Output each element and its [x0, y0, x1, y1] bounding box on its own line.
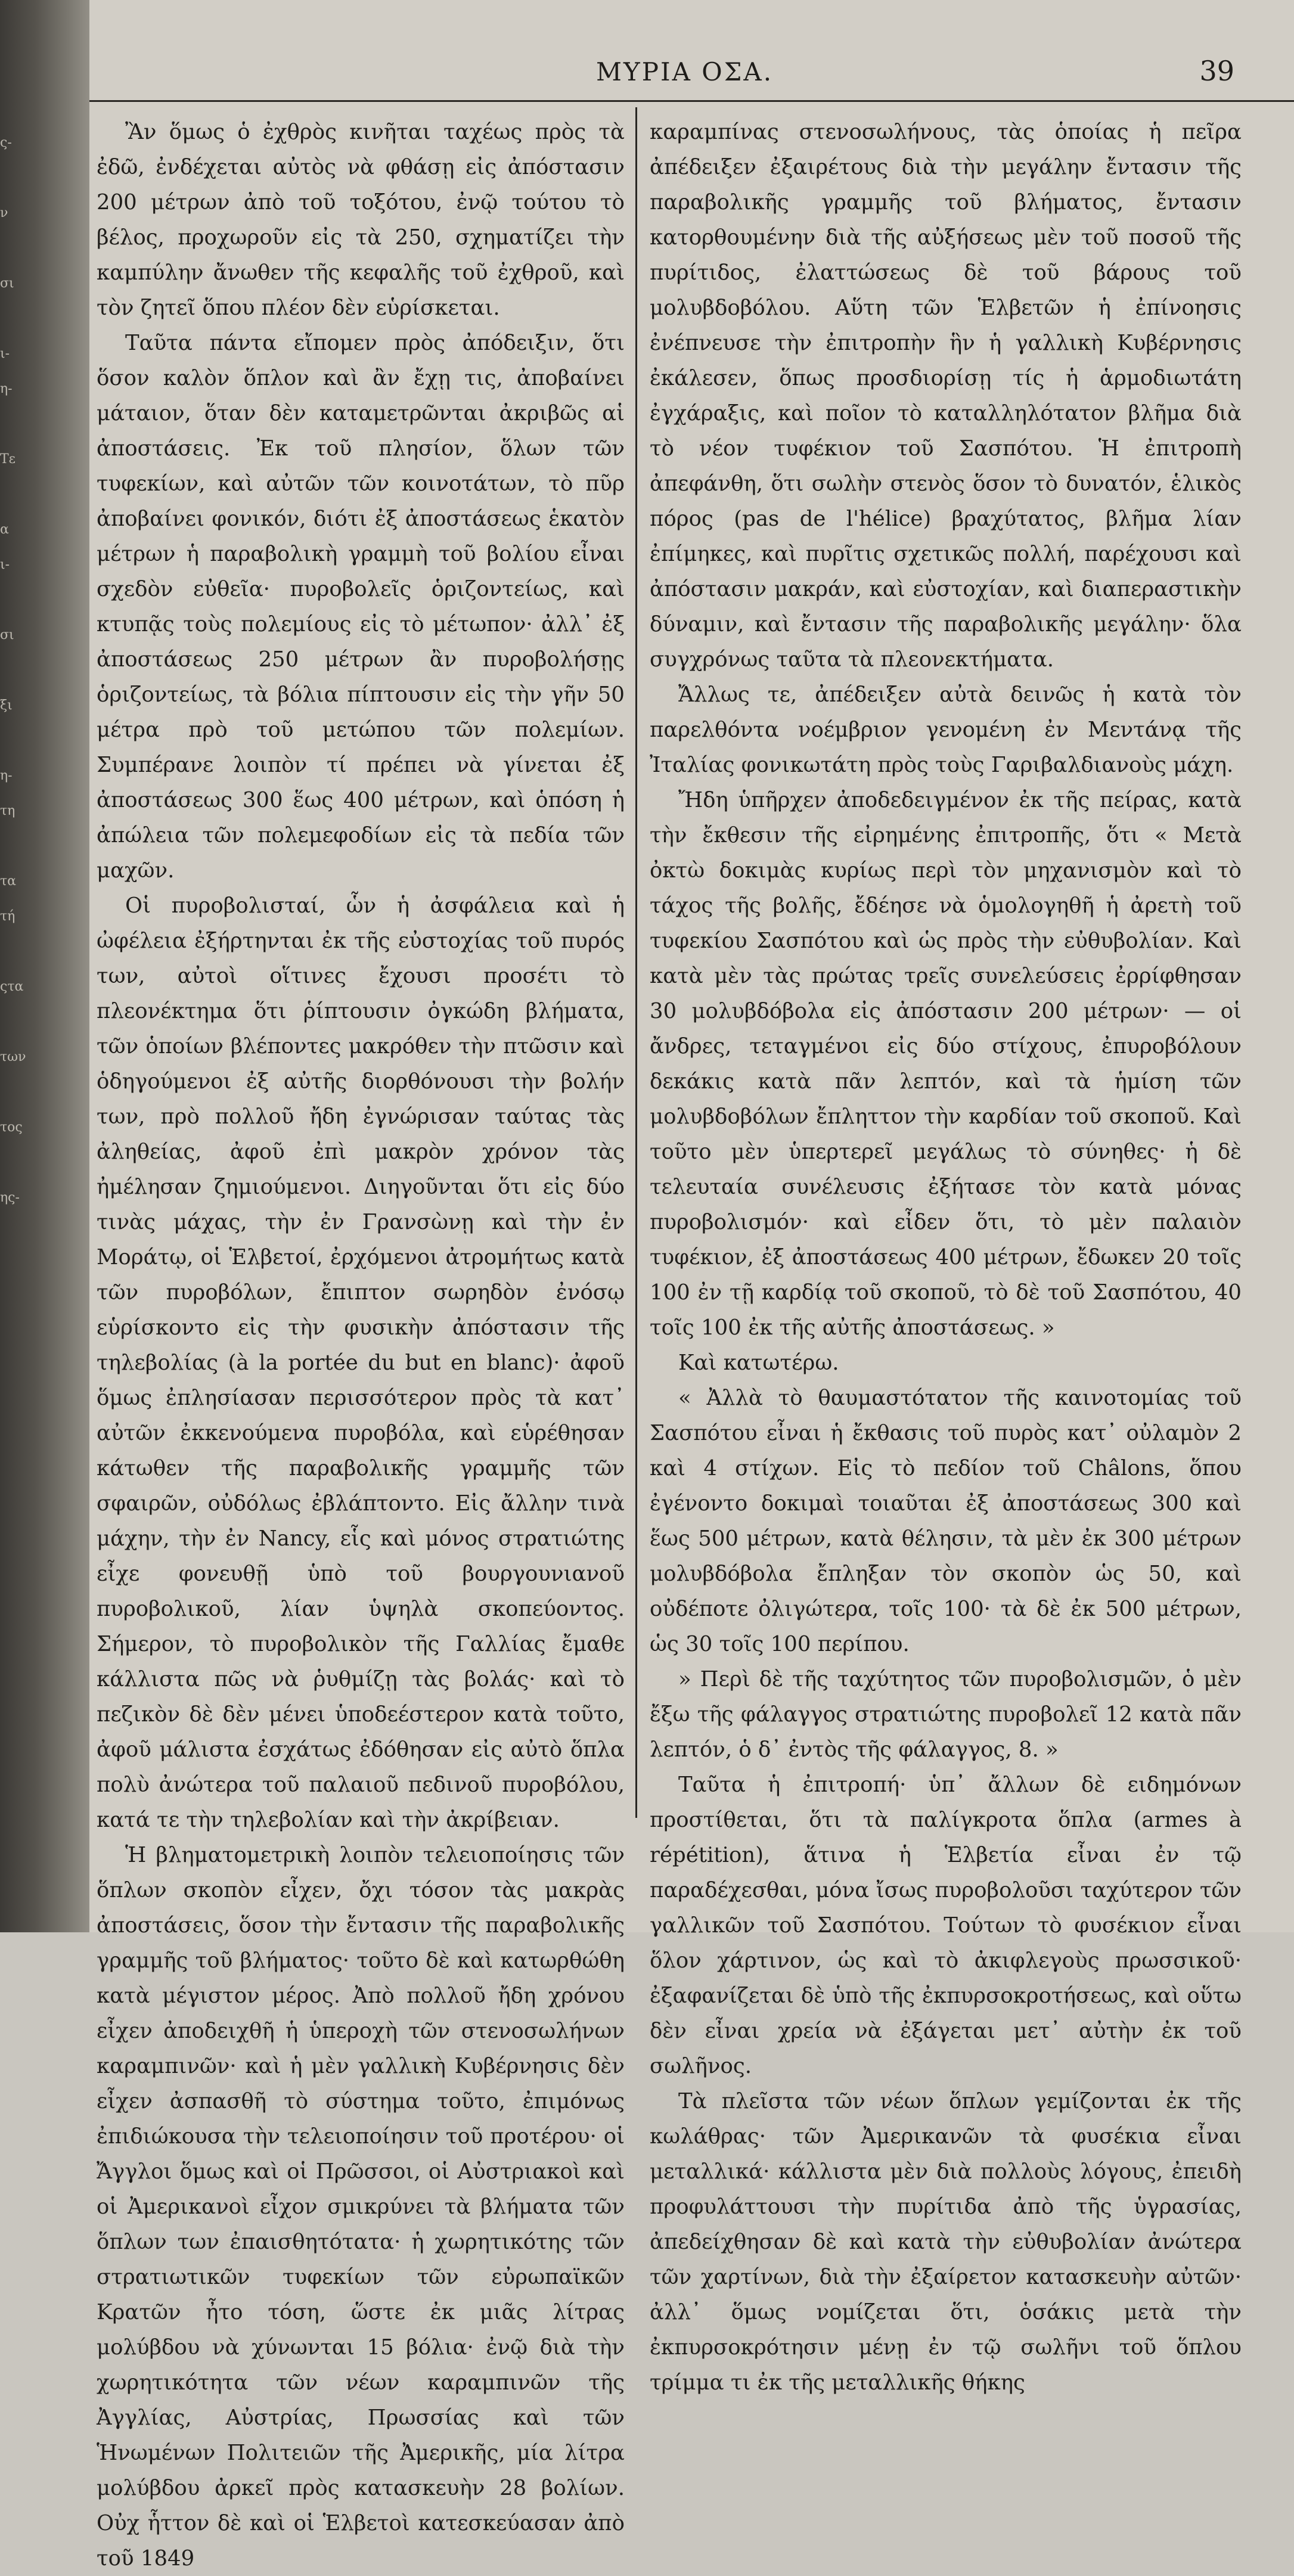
paragraph: Ἤδη ὑπῆρχεν ἀποδεδειγμένον ἐκ τῆς πείρας, κατὰ τὴν ἔκθεσιν τῆς εἰρημένης ἐπιτροπῆς, ὅτι « Μετὰ ὀκτὼ δοκιμὰς κυρίως περὶ τὸν μηχανισμὸν καὶ τὸ τάχος τῆς βολῆς, ἔδέησε νὰ ὁμολογηθῆ ἡ ἀρετὴ τοῦ τυφεκίου Σασπότου καὶ ὡς πρὸς τὴν εὐθυβολίαν. Καὶ κατὰ μὲν τὰς πρώτας τρεῖς συνελεύσεις ἐρρίφθησαν 30 μολυβδόβολα εἰς ἀπόστασιν 200 μέτρων· — οἱ ἄνδρες, τεταγμένοι εἰς δύο στίχους, ἐπυροβόλουν δεκάκις κατὰ πᾶν λεπτόν, καὶ τὰ ἡμίση τῶν μολυβδοβόλων ἔπληττον τὴν καρδίαν τοῦ σκοποῦ. Καὶ τοῦτο μὲν ὑπερτερεῖ μεγάλως τὸ σύνηθες· ἡ δὲ τελευταία συνέλευσις ἐξήτασε τὸν κατὰ μόνας πυροβολισμόν· καὶ εἶδεν ὅτι, τὸ μὲν παλαιὸν τυφέκιον, ἐξ ἀποστάσεως 400 μέτρων, ἔδωκεν 20 τοῖς 100 ἐν τῇ καρδίᾳ τοῦ σκοποῦ, τὸ δὲ τοῦ Σασπότου, 40 τοῖς 100 ἐκ τῆς αὐτῆς ἀποστάσεως. »: [650, 788, 1242, 1340]
paragraph: καραμπίνας στενοσωλήνους, τὰς ὁποίας ἡ πεῖρα ἀπέδειξεν ἐξαιρέτους διὰ τὴν μεγάλην ἔντασιν τῆς παραβολικῆς γραμμῆς τοῦ βλήματος, ἔντασιν κατορθουμένην διὰ τῆς αὐξήσεως μὲν τοῦ ποσοῦ τῆς πυρίτιδος, ἐλαττώσεως δὲ τοῦ βάρους τοῦ μολυβδοβόλου. Αὕτη τῶν Ἑλβετῶν ἡ ἐπίνοησις ἐνέπνευσε τὴν ἐπιτροπὴν ἣν ἡ γαλλικὴ Κυβέρνησις ἐκάλεσεν, ὅπως προσδιορίσῃ τίς ἡ ἁρμοδιωτάτη ἐγχάραξις, καὶ ποῖον τὸ καταλληλότατον βλῆμα διὰ τὸ νέον τυφέκιον τοῦ Σασπότου. Ἡ ἐπιτροπὴ ἀπεφάνθη, ὅτι σωλὴν στενὸς ὅσον τὸ δυνατόν, ἑλικὸς πόρος (pas de l'hélice) βραχύτατος, βλῆμα λίαν ἐπίμηκες, καὶ πυρῖτις σχετικῶς πολλή, παρέχουσι καὶ ἀπόστασιν μακράν, καὶ εὐστοχίαν, καὶ διαπεραστικὴν δύναμιν, καὶ ἔντασιν τῆς παραβολικῆς μεγάλην· ὅλα συγχρόνως ταῦτα τὰ πλεονεκτήματα.: [650, 120, 1242, 672]
paragraph: » Περὶ δὲ τῆς ταχύτητος τῶν πυροβολισμῶν, ὁ μὲν ἔξω τῆς φάλαγγος στρατιώτης πυροβολεῖ 12 κατὰ πᾶν λεπτόν, ὁ δ᾽ ἐντὸς τῆς φάλαγγος, 8. »: [650, 1667, 1242, 1762]
paragraph: Ἂν ὅμως ὁ ἐχθρὸς κινῆται ταχέως πρὸς τὰ ἐδῶ, ἐνδέχεται αὐτὸς νὰ φθάσῃ εἰς ἀπόστασιν 200 μέτρων ἀπὸ τοῦ τοξότου, ἐνῷ τούτου τὸ βέλος, προχωροῦν εἰς τὰ 250, σχηματίζει τὴν καμπύλην ἄνωθεν τῆς κεφαλῆς τοῦ ἐχθροῦ, καὶ τὸν ζητεῖ ὅπου πλέον δὲν εὑρίσκεται.: [97, 120, 625, 320]
running-head: ΜΥΡΙΑ ΟΣΑ.: [596, 57, 774, 86]
binding-gutter: [0, 0, 98, 1932]
column-divider: [635, 107, 637, 1818]
adjacent-page-fragments: ς- ν σι ι- η- Τε α ι- σι ξι η- τη τα τή ςτα των τος ης-: [0, 135, 26, 1205]
paragraph: Καὶ κατωτέρω.: [678, 1351, 839, 1375]
paragraph: Οἱ πυροβολισταί, ὧν ἡ ἀσφάλεια καὶ ἡ ὠφέλεια ἐξήρτηνται ἐκ τῆς εὐστοχίας τοῦ πυρός των, αὐτοὶ οἵτινες ἔχουσι προσέτι τὸ πλεονέκτημα ὅτι ῥίπτουσιν ὀγκώδη βλήματα, τῶν ὁποίων βλέποντες μακρόθεν τὴν πτῶσιν καὶ ὁδηγούμενοι ἐξ αὐτῆς διορθόνουσι τὴν βολήν των, πρὸ πολλοῦ ἤδη ἐγνώρισαν ταύτας τὰς ἀληθείας, ἀφοῦ ἐπὶ μακρὸν χρόνον τὰς ἠμέλησαν ζημιούμενοι. Διηγοῦνται ὅτι εἰς δύο τινὰς μάχας, τὴν ἐν Γρανσὼνῃ καὶ τὴν ἐν Μοράτῳ, οἱ Ἑλβετοί, ἐρχόμενοι ἀτρομήτως κατὰ τῶν πυροβόλων, ἔπιπτον σωρηδὸν ἐνόσῳ εὑρίσκοντο εἰς τὴν φυσικὴν ἀπόστασιν τῆς τηλεβολίας (à la portée du but en blanc)· ἀφοῦ ὅμως ἐπλησίασαν περισσότερον πρὸς τὰ κατ᾽ αὐτῶν ἐκκενούμενα πυροβόλα, καὶ εὑρέθησαν κάτωθεν τῆς παραβολικῆς γραμμῆς τῶν σφαιρῶν, οὐδόλως ἐβλάπτοντο. Εἰς ἄλλην τινὰ μάχην, τὴν ἐν Nancy, εἷς καὶ μόνος στρατιώτης εἶχε φονευθῇ ὑπὸ τοῦ βουργουνιανοῦ πυροβολικοῦ, λίαν ὑψηλὰ σκοπεύοντος. Σήμερον, τὸ πυροβολικὸν τῆς Γαλλίας ἔμαθε κάλλιστα πῶς νὰ ῥυθμίζῃ τὰς βολάς· καὶ τὸ πεζικὸν δὲ δὲν μένει ὑποδεέστερον κατὰ τοῦτο, ἀφοῦ μάλιστα ἐσχάτως ἐδόθησαν εἰς αὐτὸ ὅπλα πολὺ ἀνώτερα τοῦ παλαιοῦ πεδινοῦ πυροβόλου, κατά τε τὴν τηλεβολίαν καὶ τὴν ἀκρίβειαν.: [97, 893, 625, 1832]
paragraph: Ἡ βληματομετρικὴ λοιπὸν τελειοποίησις τῶν ὅπλων σκοπὸν εἶχεν, ὄχι τόσον τὰς μακρὰς ἀποστάσεις, ὅσον τὴν ἔντασιν τῆς παραβολικῆς γραμμῆς τοῦ βλήματος· τοῦτο δὲ καὶ κατωρθώθη κατὰ μέγιστον μέρος. Ἀπὸ πολλοῦ ἤδη χρόνου εἶχεν ἀποδειχθῆ ἡ ὑπεροχὴ τῶν στενοσωλήνων καραμπινῶν· καὶ ἡ μὲν γαλλικὴ Κυβέρνησις δὲν εἶχεν ἀσπασθῆ τὸ σύστημα τοῦτο, ἐπιμόνως ἐπιδιώκουσα τὴν τελειοποίησιν τοῦ προτέρου· οἱ Ἄγγλοι ὅμως καὶ οἱ Πρῶσσοι, οἱ Αὐστριακοὶ καὶ οἱ Ἀμερικανοὶ εἶχον σμικρύνει τὰ βλήματα τῶν ὅπλων των ἐπαισθητότατα· ἡ χωρητικότης τῶν στρατιωτικῶν τυφεκίων τῶν εὐρωπαϊκῶν Κρατῶν ἦτο τόση, ὥστε ἐκ μιᾶς λίτρας μολύβδου νὰ χύνωνται 15 βόλια· ἐνῷ διὰ τὴν χωρητικότητα τῶν νέων καραμπινῶν τῆς Ἀγγλίας, Αὐστρίας, Πρωσσίας καὶ τῶν Ἡνωμένων Πολιτειῶν τῆς Ἀμερικῆς, μία λίτρα μολύβδου ἀρκεῖ πρὸς κατασκευὴν 28 βολίων. Οὐχ ἧττον δὲ καὶ οἱ Ἑλβετοὶ κατεσκεύασαν ἀπὸ τοῦ 1849: [97, 1843, 625, 2571]
paragraph: Ταῦτα ἡ ἐπιτροπή· ὑπ᾽ ἄλλων δὲ ειδημόνων προστίθεται, ὅτι τὰ παλίγκροτα ὅπλα (armes à répétition), ἅτινα ἡ Ἑλβετία εἶναι ἐν τῷ παραδέχεσθαι, μόνα ἴσως πυροβολοῦσι ταχύτερον τῶν γαλλικῶν τοῦ Σασπότου. Τούτων τὸ φυσέκιον εἶναι ὅλον χάρτινον, ὡς καὶ τὸ ἀκιφλεγοὺς πρωσσικοῦ· ἐξαφανίζεται δὲ ὑπὸ τῆς ἐκπυρσοκροτήσεως, καὶ οὕτω δὲν εἶναι χρεία νὰ ἐξάγεται μετ᾽ αὐτὴν ἐκ τοῦ σωλῆνος.: [650, 1773, 1242, 2078]
page: [89, 0, 1294, 2571]
paragraph: « Ἀλλὰ τὸ θαυμαστότατον τῆς καινοτομίας τοῦ Σασπότου εἶναι ἡ ἔκθασις τοῦ πυρὸς κατ᾽ οὐλαμὸν 2 καὶ 4 στίχων. Εἰς τὸ πεδίον τοῦ Châlons, ὅπου ἐγένοντο δοκιμαὶ τοιαῦται ἐξ ἀποστάσεως 300 καὶ ἕως 500 μέτρων, κατὰ θέλησιν, τὰ μὲν ἐκ 300 μέτρων μολυβδόβολα ἔπληξαν τὸν σκοπὸν ὡς 50, καὶ οὐδέποτε ὀλιγώτερα, τοῖς 100· τὰ δὲ ἐκ 500 μέτρων, ὡς 30 τοῖς 100 περίπου.: [650, 1386, 1242, 1656]
left-column: [97, 114, 625, 2571]
paragraph: Ἄλλως τε, ἀπέδειξεν αὐτὰ δεινῶς ἡ κατὰ τὸν παρελθόντα νοέμβριον γενομένη ἐν Μεντάνᾳ τῆς Ἰταλίας φονικωτάτη πρὸς τοὺς Γαριβαλδιανοὺς μάχη.: [650, 682, 1242, 777]
page-number: 39: [1199, 55, 1234, 87]
paragraph: Ταῦτα πάντα εἴπομεν πρὸς ἀπόδειξιν, ὅτι ὅσον καλὸν ὅπλον καὶ ἂν ἔχῃ τις, ἀποβαίνει μάταιον, ὅταν δὲν καταμετρῶνται ἀκριβῶς αἱ ἀποστάσεις. Ἐκ τοῦ πλησίον, ὅλων τῶν τυφεκίων, καὶ αὐτῶν τῶν κοινοτάτων, τὸ πῦρ ἀποβαίνει φονικόν, διότι ἐξ ἀποστάσεως ἑκατὸν μέτρων ἡ παραβολικὴ γραμμὴ τοῦ βολίου εἶναι σχεδὸν εὐθεῖα· πυροβολεῖς ὁριζοντείως, καὶ κτυπᾷς τοὺς πολεμίους εἰς τὸ μέτωπον· ἀλλ᾽ ἐξ ἀποστάσεως 250 μέτρων ἂν πυροβολήσῃς ὁριζοντείως, τὰ βόλια πίπτουσιν εἰς τὴν γῆν 50 μέτρα πρὸ τοῦ μετώπου τῶν πολεμίων. Συμπέρανε λοιπὸν τί πρέπει νὰ γίνεται ἐξ ἀποστάσεως 300 ἕως 400 μέτρων, καὶ ὁπόση ἡ ἀπώλεια τῶν πολεμεφοδίων εἰς τὰ πεδία τῶν μαχῶν.: [97, 331, 625, 883]
right-column: [650, 114, 1242, 2395]
header-rule: [89, 100, 1294, 102]
paragraph: Τὰ πλεῖστα τῶν νέων ὅπλων γεμίζονται ἐκ τῆς κωλάθρας· τῶν Ἀμερικανῶν τὰ φυσέκια εἶναι μεταλλικά· κάλλιστα μὲν διὰ πολλοὺς λόγους, ἐπειδὴ προφυλάττουσι τὴν πυρίτιδα ἀπὸ τῆς ὑγρασίας, ἀπεδείχθησαν δὲ καὶ κατὰ τὴν εὐθυβολίαν ἀνώτερα τῶν χαρτίνων, διὰ τὴν ἐξαίρετον κατασκευὴν αὐτῶν· ἀλλ᾽ ὅμως νομίζεται ὅτι, ὁσάκις μετὰ τὴν ἐκπυρσοκρότησιν μένῃ ἐν τῷ σωλῆνι τοῦ ὅπλου τρίμμα τι ἐκ τῆς μεταλλικῆς θήκης: [650, 2089, 1242, 2395]
